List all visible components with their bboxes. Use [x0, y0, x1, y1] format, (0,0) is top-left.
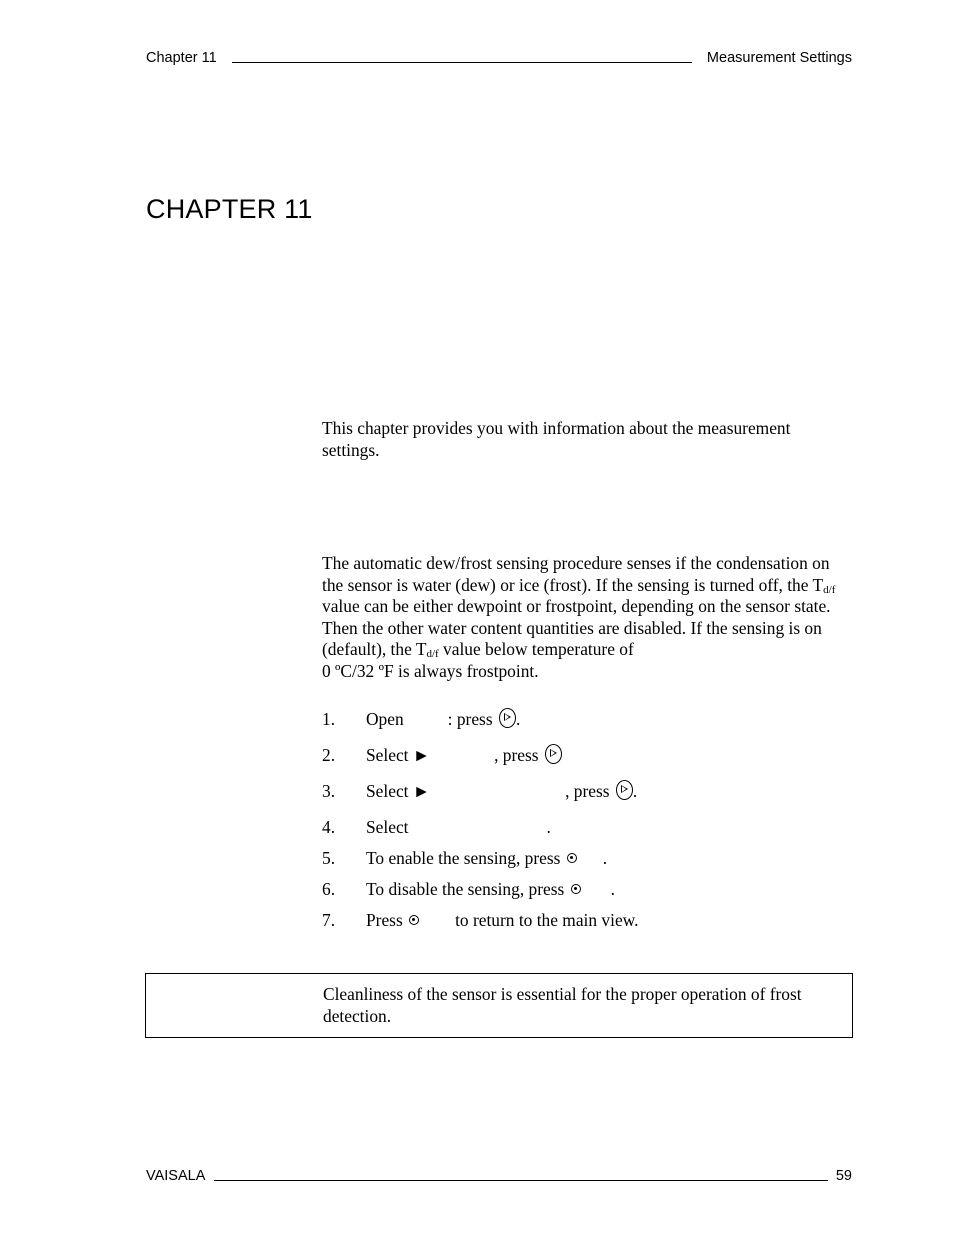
- arrow-right-button-icon: [545, 744, 562, 764]
- button-dot-icon: [571, 884, 581, 894]
- button-dot-icon: [409, 915, 419, 925]
- intro-paragraph: This chapter provides you with information about the measurement settings.: [322, 418, 791, 460]
- list-item: 6. To disable the sensing, press .: [322, 879, 615, 899]
- header-section: Measurement Settings: [706, 50, 852, 66]
- button-dot-icon: [567, 853, 577, 863]
- note-box: [145, 973, 853, 1038]
- list-item: 4. Select .: [322, 817, 551, 837]
- page-header: [146, 48, 852, 68]
- page-footer: [146, 1166, 852, 1186]
- chapter-title: CHAPTER 11: [146, 194, 313, 224]
- description-paragraph: The automatic dew/frost sensing procedure senses if the condensation on the sensor is water (dew) or ice (frost). If the sensing is turned off, the $T_{d/f}$ value can be either dewpoint or frostpoint, depending on the sensor state. Then the other water content quantities are disabled. If the sensing is on (default), the $T_{d/f}$ value below temperature of 0 ºC/32 ºF is always frostpoint.: [322, 553, 836, 681]
- arrow-right-button-icon: [499, 708, 516, 728]
- header-chapter: Chapter 11: [146, 48, 225, 68]
- list-item: 1. Open : press .: [322, 709, 521, 729]
- footer-rule: [214, 1180, 828, 1181]
- header-rule: [232, 62, 692, 63]
- list-item: 7. Press to return to the main view.: [322, 910, 639, 930]
- footer-brand: VAISALA: [146, 1168, 206, 1184]
- note-text: Cleanliness of the sensor is essential for the proper operation of frost detection.: [323, 984, 802, 1026]
- list-item: 5. To enable the sensing, press .: [322, 848, 608, 868]
- list-item: 3. Select ► , press .: [322, 781, 638, 801]
- procedure-steps: [322, 704, 852, 936]
- list-item: 2. Select ► , press: [322, 740, 852, 776]
- page-number: 59: [835, 1168, 852, 1184]
- arrow-right-button-icon: [616, 780, 633, 800]
